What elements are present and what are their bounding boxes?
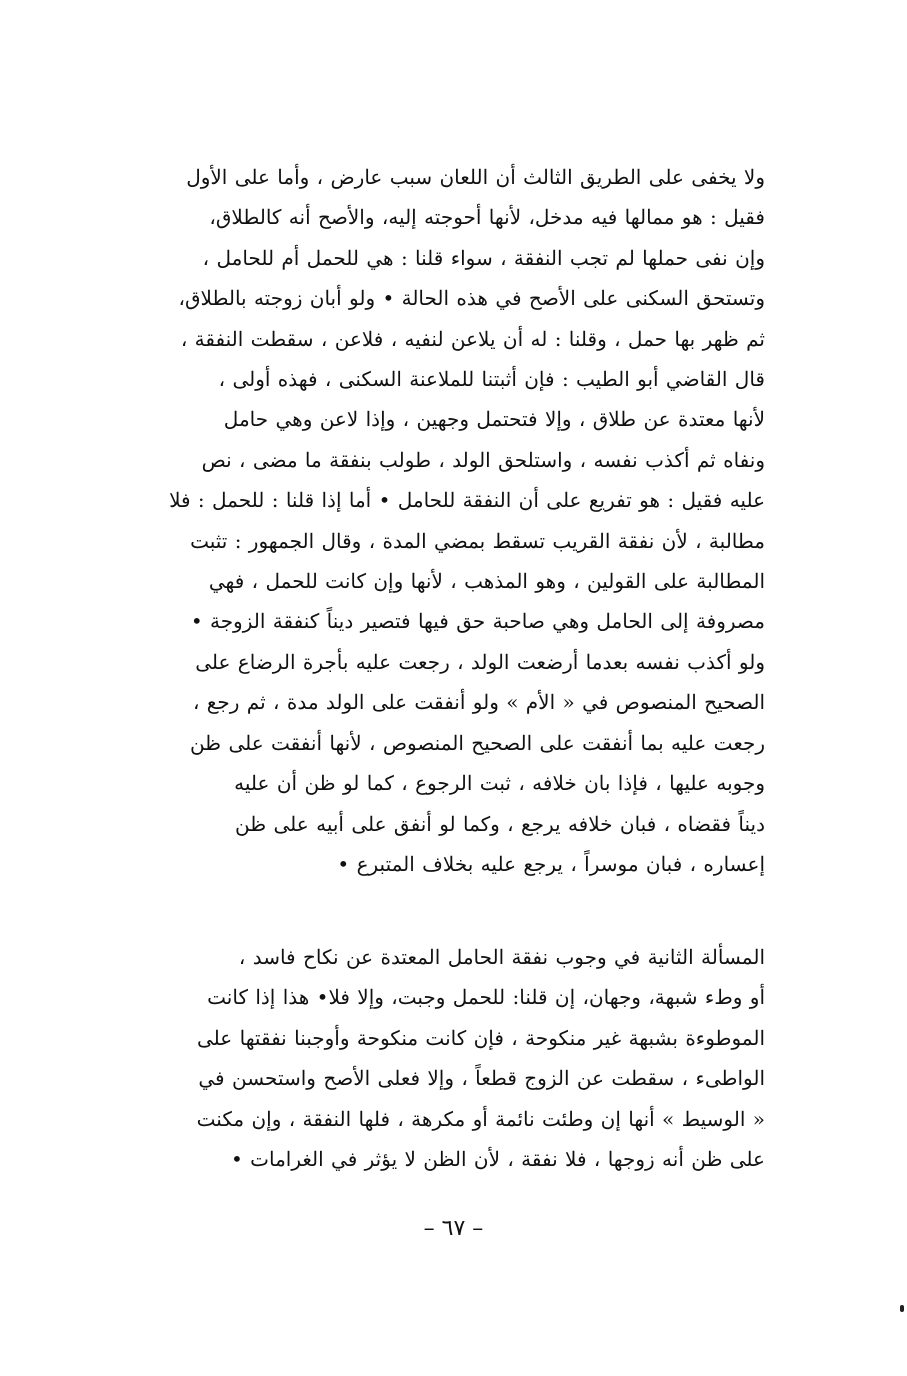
text-line: رجعت عليه بما أنفقت على الصحيح المنصوص ، لأنها أنفقت على ظن bbox=[189, 730, 765, 755]
text-line: لأنها معتدة عن طلاق ، وإلا فتحتمل وجهين ، وإذا لاعن وهي حامل bbox=[223, 407, 765, 432]
text-line: وإن نفى حملها لم تجب النفقة ، سواء قلنا : هي للحمل أم للحامل ، bbox=[202, 245, 765, 270]
text-line: ديناً فقضاه ، فبان خلافه يرجع ، وكما لو أنفق على أبيه على ظن bbox=[235, 811, 765, 836]
text-line: ولا يخفى على الطريق الثالث أن اللعان سبب عارض ، وأما على الأول bbox=[186, 165, 765, 189]
text-line: مطالبة ، لأن نفقة القريب تسقط بمضي المدة ، وقال الجمهور : تثبت bbox=[190, 528, 765, 553]
text-line: عليه فقيل : هو تفريع على أن النفقة للحامل • أما إذا قلنا : للحمل : فلا bbox=[169, 488, 765, 513]
text-line: على ظن أنه زوجها ، فلا نفقة ، لأن الظن لا يؤثر في الغرامات • bbox=[231, 1147, 765, 1172]
text-line: المطالبة على القولين ، وهو المذهب ، لأنها وإن كانت للحمل ، فهي bbox=[208, 569, 765, 594]
text-line: « الوسيط » أنها إن وطئت نائمة أو مكرهة ، فلها النفقة ، وإن مكنت bbox=[196, 1106, 765, 1131]
text-line: قال القاضي أبو الطيب : فإن أثبتنا للملاعنة السكنى ، فهذه أولى ، bbox=[218, 367, 765, 392]
scan-edge-mark bbox=[900, 1305, 904, 1312]
text-line: الواطىء ، سقطت عن الزوج قطعاً ، وإلا فعلى الأصح واستحسن في bbox=[198, 1066, 765, 1091]
text-line: الصحيح المنصوص في « الأم » ولو أنفقت على الولد مدة ، ثم رجع ، bbox=[192, 690, 765, 715]
text-line: أو وطء شبهة، وجهان، إن قلنا: للحمل وجبت، وإلا فلا• هذا إذا كانت bbox=[207, 985, 765, 1010]
text-line: فقيل : هو ممالها فيه مدخل، لأنها أحوجته إليه، والأصح أنه كالطلاق، bbox=[209, 205, 765, 230]
text-line: إعساره ، فبان موسراً ، يرجع عليه بخلاف المتبرع • bbox=[337, 851, 765, 876]
paragraph-1 bbox=[140, 157, 765, 884]
text-line: الموطوءة بشبهة غير منكوحة ، فإن كانت منكوحة وأوجبنا نفقتها على bbox=[197, 1025, 765, 1050]
page-number: – ٦٧ – bbox=[423, 1216, 484, 1241]
text-line: وجوبه عليها ، فإذا بان خلافه ، ثبت الرجوع ، كما لو ظن أن عليه bbox=[234, 771, 765, 796]
text-line: ولو أكذب نفسه بعدما أرضعت الولد ، رجعت عليه بأجرة الرضاع على bbox=[195, 649, 765, 674]
paragraph-2 bbox=[140, 937, 765, 1179]
text-line: مصروفة إلى الحامل وهي صاحبة حق فيها فتصير ديناً كنفقة الزوجة • bbox=[190, 609, 765, 634]
text-line: ونفاه ثم أكذب نفسه ، واستلحق الولد ، طولب بنفقة ما مضى ، نص bbox=[201, 447, 765, 472]
text-line: وتستحق السكنى على الأصح في هذه الحالة • ولو أبان زوجته بالطلاق، bbox=[178, 286, 765, 311]
text-line: المسألة الثانية في وجوب نفقة الحامل المعتدة عن نكاح فاسد ، bbox=[238, 945, 765, 969]
text-line: ثم ظهر بها حمل ، وقلنا : له أن يلاعن لنفيه ، فلاعن ، سقطت النفقة ، bbox=[180, 326, 765, 351]
